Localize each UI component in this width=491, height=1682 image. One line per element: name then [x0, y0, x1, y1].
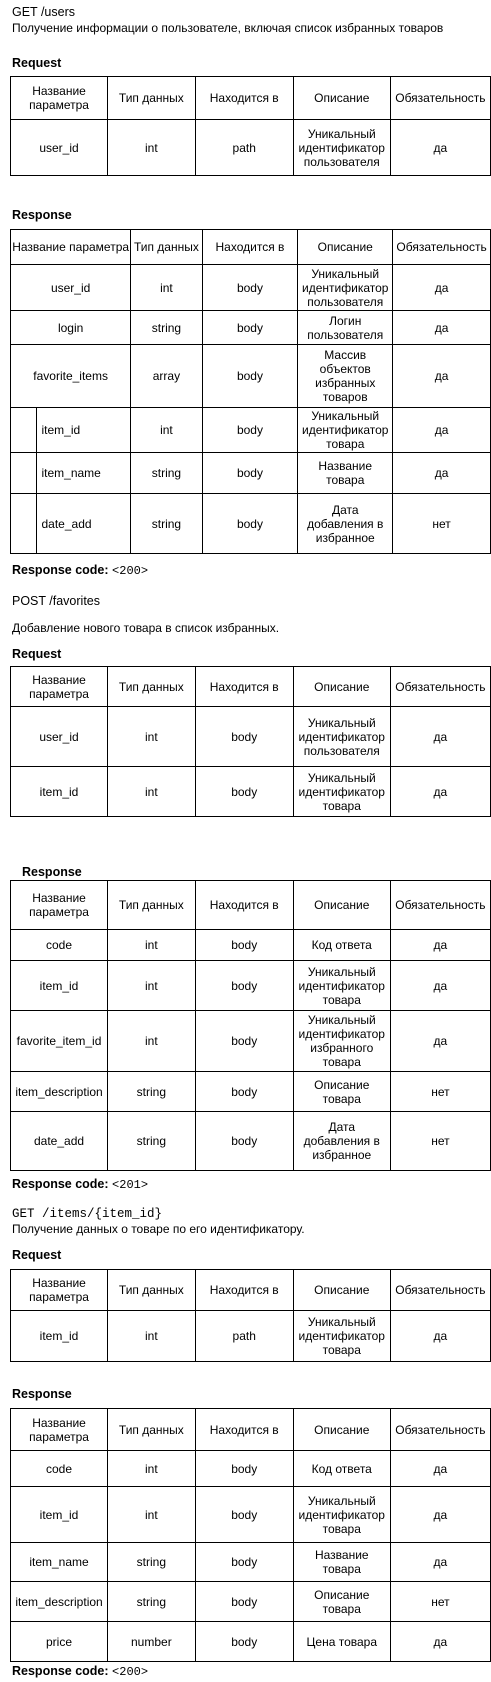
- table-cell: body: [195, 767, 293, 817]
- table-cell: int: [108, 1311, 196, 1362]
- table-cell: item_description: [11, 1072, 108, 1112]
- table-header-row: [11, 230, 491, 265]
- table-cell: body: [195, 1072, 293, 1112]
- table-cell: да: [390, 1487, 490, 1543]
- response-table: [10, 229, 491, 554]
- table-row: [11, 1582, 491, 1622]
- table-row: [11, 120, 491, 176]
- table-cell: int: [108, 930, 196, 961]
- table-cell: int: [108, 707, 196, 767]
- table-cell: body: [195, 1487, 293, 1543]
- header-cell: Находится в: [202, 230, 298, 265]
- table-cell: int: [108, 1487, 196, 1543]
- table-row: [11, 1311, 491, 1362]
- header-cell: Обязательность: [393, 230, 491, 265]
- table-cell: Уникальный идентификатор товара: [293, 1311, 390, 1362]
- header-cell: Описание: [293, 1270, 390, 1311]
- header-cell: Описание: [293, 77, 390, 120]
- table-cell: user_id: [11, 120, 108, 176]
- response-code-label: Response code:: [12, 1177, 109, 1191]
- table-row: [11, 1112, 491, 1171]
- table-cell: Уникальный идентификатор товара: [293, 767, 390, 817]
- header-cell: Обязательность: [390, 77, 490, 120]
- table-cell: Уникальный идентификатор избранного товара: [293, 1011, 390, 1072]
- response-code-label: Response code:: [12, 563, 109, 577]
- header-cell: Находится в: [195, 1409, 293, 1451]
- table-cell: Уникальный идентификатор товара: [293, 961, 390, 1011]
- table-cell: Дата добавления в избранное: [298, 494, 393, 554]
- table-cell: item_id: [11, 1311, 108, 1362]
- request-table: [10, 666, 491, 817]
- table-cell: code: [11, 930, 108, 961]
- header-cell: Тип данных: [108, 1409, 196, 1451]
- table-row: [11, 1011, 491, 1072]
- header-cell: Обязательность: [390, 881, 490, 930]
- table-cell: да: [393, 453, 491, 494]
- table-cell: Название товара: [293, 1543, 390, 1582]
- table-cell: number: [108, 1622, 196, 1662]
- table-cell: string: [108, 1543, 196, 1582]
- response-table: [10, 1408, 491, 1662]
- response-label: Response: [12, 208, 72, 222]
- header-cell: Тип данных: [108, 77, 196, 120]
- table-row: [11, 408, 491, 453]
- table-row: [11, 453, 491, 494]
- header-cell: Название параметра: [11, 77, 108, 120]
- table-cell: да: [393, 345, 491, 408]
- table-cell: Логин пользователя: [298, 311, 393, 345]
- table-cell: body: [202, 265, 298, 311]
- table-row: [11, 1622, 491, 1662]
- table-cell: да: [390, 120, 490, 176]
- table-cell: body: [195, 1543, 293, 1582]
- table-row: [11, 265, 491, 311]
- table-cell: item_id: [11, 767, 108, 817]
- header-cell: Описание: [293, 667, 390, 707]
- table-cell: user_id: [11, 265, 131, 311]
- table-cell: Уникальный идентификатор товара: [298, 408, 393, 453]
- table-row: [11, 1543, 491, 1582]
- table-cell: int: [108, 1011, 196, 1072]
- table-cell: да: [393, 265, 491, 311]
- request-table: [10, 76, 491, 176]
- response-code: [12, 1664, 148, 1679]
- endpoint-title: GET /items/{item_id}: [12, 1207, 163, 1221]
- response-code: [12, 1177, 148, 1192]
- table-cell: body: [202, 311, 298, 345]
- table-cell: body: [195, 1011, 293, 1072]
- response-code-value: <200>: [112, 1665, 149, 1679]
- response-label: Response: [12, 1387, 72, 1401]
- table-cell: string: [131, 311, 202, 345]
- table-cell: Уникальный идентификатор товара: [293, 1487, 390, 1543]
- endpoint-description: Получение данных о товаре по его идентификатору.: [12, 1222, 305, 1236]
- table-row: [11, 767, 491, 817]
- table-cell: date_add: [11, 1112, 108, 1171]
- table-cell: нет: [390, 1072, 490, 1112]
- table-cell: нет: [390, 1582, 490, 1622]
- table-cell: string: [108, 1582, 196, 1622]
- table-cell: Код ответа: [293, 930, 390, 961]
- header-cell: Описание: [298, 230, 393, 265]
- table-cell: да: [390, 930, 490, 961]
- table-cell: int: [131, 265, 202, 311]
- header-cell: Тип данных: [108, 667, 196, 707]
- endpoint-description: Добавление нового товара в список избранных.: [12, 621, 280, 635]
- table-cell: user_id: [11, 707, 108, 767]
- table-header-row: [11, 77, 491, 120]
- table-cell: Уникальный идентификатор пользователя: [293, 120, 390, 176]
- response-code-label: Response code:: [12, 1664, 109, 1678]
- table-header-row: [11, 881, 491, 930]
- table-cell: Код ответа: [293, 1451, 390, 1487]
- table-cell: да: [390, 1311, 490, 1362]
- table-cell: да: [390, 1451, 490, 1487]
- table-cell: Массив объектов избранных товаров: [298, 345, 393, 408]
- table-row: [11, 345, 491, 408]
- table-cell: string: [131, 494, 202, 554]
- table-cell: array: [131, 345, 202, 408]
- table-header-row: [11, 667, 491, 707]
- table-cell: да: [390, 1543, 490, 1582]
- header-cell: Описание: [293, 1409, 390, 1451]
- nested-indent: [11, 453, 37, 494]
- header-cell: Тип данных: [108, 881, 196, 930]
- table-row: [11, 930, 491, 961]
- table-cell: item_name: [11, 1543, 108, 1582]
- table-cell: body: [195, 1112, 293, 1171]
- request-label: Request: [12, 56, 62, 70]
- table-cell: нет: [393, 494, 491, 554]
- header-cell: Обязательность: [390, 667, 490, 707]
- header-cell: Название параметра: [11, 1270, 108, 1311]
- response-label: Response: [22, 865, 82, 879]
- header-cell: Находится в: [195, 77, 293, 120]
- response-table: [10, 880, 491, 1171]
- table-cell: item_id: [37, 408, 131, 453]
- header-cell: Описание: [293, 881, 390, 930]
- header-cell: Название параметра: [11, 881, 108, 930]
- endpoint-title: GET /users: [12, 5, 75, 19]
- table-cell: favorite_items: [11, 345, 131, 408]
- endpoint-title: POST /favorites: [12, 594, 100, 608]
- table-cell: да: [390, 707, 490, 767]
- header-cell: Находится в: [195, 1270, 293, 1311]
- table-cell: int: [108, 1451, 196, 1487]
- table-row: [11, 1487, 491, 1543]
- table-cell: Уникальный идентификатор пользователя: [293, 707, 390, 767]
- table-cell: body: [195, 1582, 293, 1622]
- table-cell: body: [195, 930, 293, 961]
- table-cell: да: [393, 311, 491, 345]
- header-cell: Находится в: [195, 881, 293, 930]
- table-row: [11, 494, 491, 554]
- table-cell: Описание товара: [293, 1072, 390, 1112]
- table-cell: item_name: [37, 453, 131, 494]
- table-cell: body: [195, 1622, 293, 1662]
- table-cell: date_add: [37, 494, 131, 554]
- table-row: [11, 1072, 491, 1112]
- table-cell: Дата добавления в избранное: [293, 1112, 390, 1171]
- table-cell: нет: [390, 1112, 490, 1171]
- table-row: [11, 961, 491, 1011]
- table-cell: int: [108, 961, 196, 1011]
- table-cell: string: [131, 453, 202, 494]
- table-cell: да: [390, 961, 490, 1011]
- table-cell: да: [390, 1011, 490, 1072]
- header-cell: Находится в: [195, 667, 293, 707]
- table-cell: path: [195, 120, 293, 176]
- table-cell: body: [195, 1451, 293, 1487]
- table-cell: login: [11, 311, 131, 345]
- table-cell: Цена товара: [293, 1622, 390, 1662]
- table-row: [11, 707, 491, 767]
- table-cell: да: [393, 408, 491, 453]
- header-cell: Тип данных: [108, 1270, 196, 1311]
- table-cell: string: [108, 1112, 196, 1171]
- table-row: [11, 1451, 491, 1487]
- header-cell: Название параметра: [11, 230, 131, 265]
- table-cell: path: [195, 1311, 293, 1362]
- table-cell: body: [202, 345, 298, 408]
- table-header-row: [11, 1409, 491, 1451]
- table-cell: code: [11, 1451, 108, 1487]
- table-cell: int: [131, 408, 202, 453]
- request-label: Request: [12, 647, 62, 661]
- table-cell: price: [11, 1622, 108, 1662]
- endpoint-description: Получение информации о пользователе, включая список избранных товаров: [12, 21, 444, 35]
- table-cell: int: [108, 120, 196, 176]
- table-cell: body: [202, 408, 298, 453]
- table-cell: Уникальный идентификатор пользователя: [298, 265, 393, 311]
- table-cell: item_description: [11, 1582, 108, 1622]
- request-table: [10, 1269, 491, 1362]
- nested-indent: [11, 494, 37, 554]
- nested-indent: [11, 408, 37, 453]
- table-cell: favorite_item_id: [11, 1011, 108, 1072]
- table-cell: Название товара: [298, 453, 393, 494]
- response-code-value: <200>: [112, 564, 149, 578]
- table-cell: да: [390, 1622, 490, 1662]
- table-cell: int: [108, 767, 196, 817]
- header-cell: Тип данных: [131, 230, 202, 265]
- table-cell: body: [202, 494, 298, 554]
- table-cell: body: [202, 453, 298, 494]
- table-row: [11, 311, 491, 345]
- table-cell: body: [195, 707, 293, 767]
- response-code: [12, 563, 148, 578]
- table-cell: string: [108, 1072, 196, 1112]
- table-header-row: [11, 1270, 491, 1311]
- table-cell: Описание товара: [293, 1582, 390, 1622]
- header-cell: Название параметра: [11, 1409, 108, 1451]
- header-cell: Название параметра: [11, 667, 108, 707]
- table-cell: body: [195, 961, 293, 1011]
- table-cell: item_id: [11, 961, 108, 1011]
- header-cell: Обязательность: [390, 1270, 490, 1311]
- response-code-value: <201>: [112, 1178, 149, 1192]
- request-label: Request: [12, 1248, 62, 1262]
- header-cell: Обязательность: [390, 1409, 490, 1451]
- table-cell: item_id: [11, 1487, 108, 1543]
- table-cell: да: [390, 767, 490, 817]
